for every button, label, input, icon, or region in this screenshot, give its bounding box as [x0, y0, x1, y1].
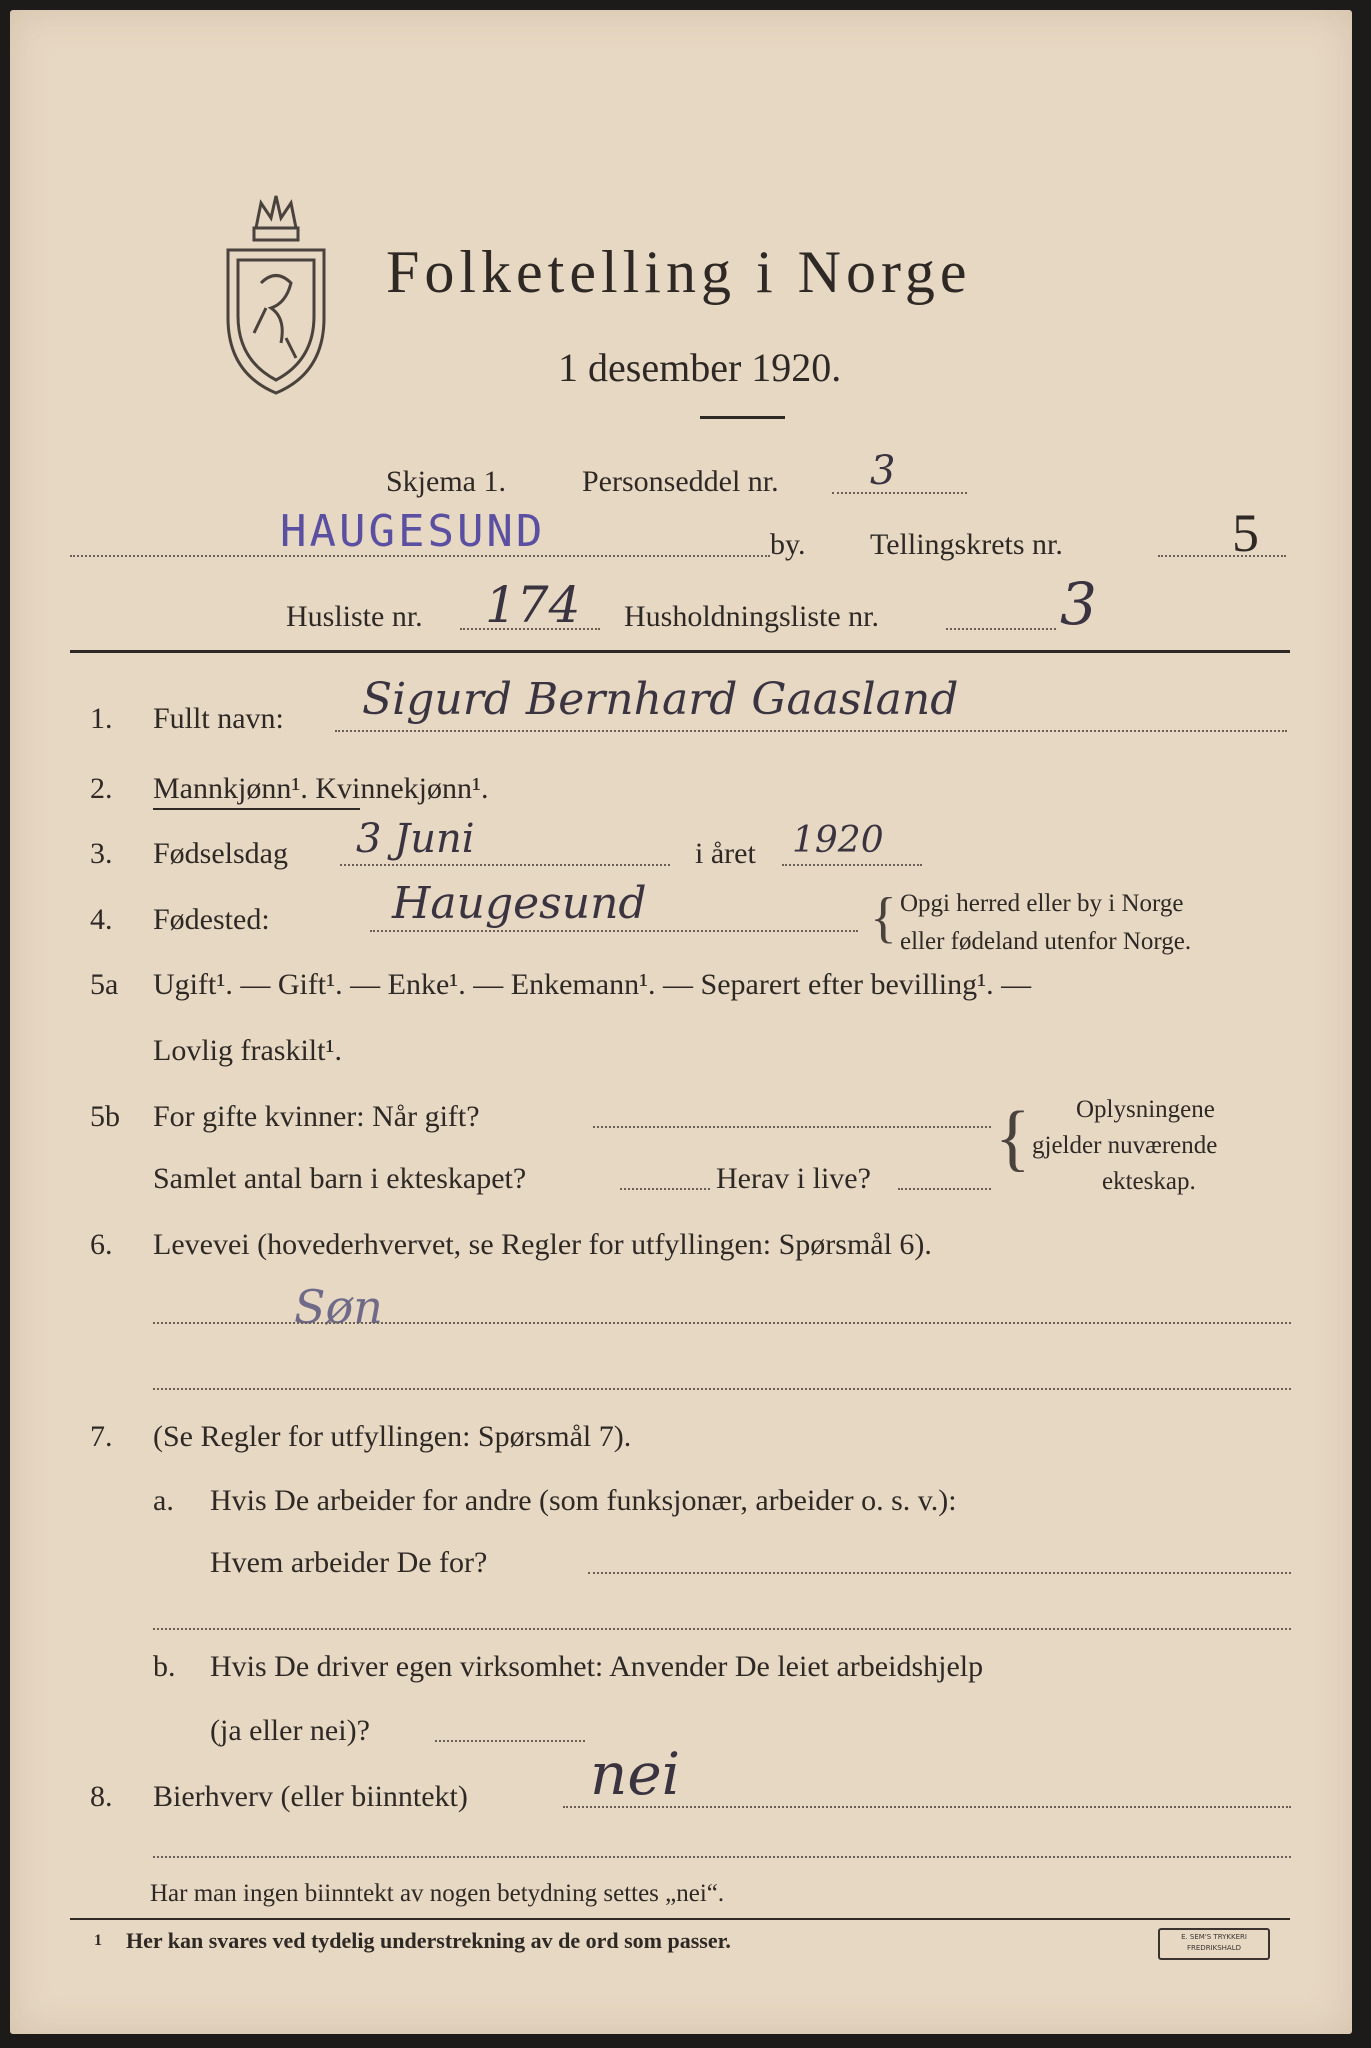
alive-label: Herav i live? [716, 1162, 871, 1195]
title-divider [700, 416, 785, 419]
hired-help-line [435, 1740, 585, 1742]
year-label: i året [695, 837, 756, 870]
q7a-letter: a. [153, 1484, 174, 1517]
q5b-number: 5b [90, 1100, 120, 1133]
q4-brace: { [870, 887, 897, 949]
personseddel-value[interactable]: 3 [870, 448, 896, 494]
q7a-line-2: Hvem arbeider De for? [210, 1546, 488, 1579]
q3-number: 3. [90, 837, 113, 870]
occupation-line-2 [153, 1388, 1291, 1390]
q4-note-1: Opgi herred eller by i Norge [900, 890, 1184, 917]
personseddel-line [832, 492, 967, 494]
city-stamp: HAUGESUND [280, 506, 546, 557]
employer-line-2 [153, 1628, 1291, 1630]
q7b-letter: b. [153, 1650, 176, 1683]
q7-number: 7. [90, 1420, 113, 1453]
employer-line [588, 1572, 1291, 1574]
q8-number: 8. [90, 1780, 113, 1813]
gender-underline [153, 808, 360, 810]
children-line [620, 1188, 710, 1190]
printer-mark [1158, 1928, 1270, 1960]
q7b-line-1: Hvis De driver egen virksomhet: Anvender De leiet arbeidshjelp [210, 1650, 984, 1683]
tellingskrets-label: Tellingskrets nr. [870, 528, 1063, 561]
q7a-line-1: Hvis De arbeider for andre (som funksjonær, arbeider o. s. v.): [210, 1484, 957, 1517]
footer-rule [70, 1918, 1290, 1920]
birthday-value[interactable]: 3 Juni [356, 816, 475, 862]
coat-of-arms-icon [216, 188, 336, 398]
tellingskrets-line [1158, 555, 1286, 557]
birth-year-value[interactable]: 1920 [792, 820, 884, 861]
q8-label: Bierhverv (eller biinntekt) [153, 1780, 468, 1813]
husliste-label: Husliste nr. [286, 600, 423, 633]
q7-label: (Se Regler for utfyllingen: Spørsmål 7). [153, 1420, 632, 1453]
q1-label: Fullt navn: [153, 702, 284, 735]
q1-line [335, 730, 1287, 732]
tellingskrets-value: 5 [1232, 503, 1259, 563]
husliste-value[interactable]: 174 [485, 576, 581, 634]
header-rule [70, 650, 1290, 653]
q6-number: 6. [90, 1228, 113, 1261]
birthplace-line [370, 930, 858, 932]
by-label: by. [770, 528, 806, 561]
marital-options[interactable]: Ugift¹. — Gift¹. — Enke¹. — Enkemann¹. — Separert efter bevilling¹. — [153, 968, 1032, 1001]
census-form [10, 10, 1352, 2034]
year-line [782, 864, 922, 866]
full-name-value[interactable]: Sigurd Bernhard Gaasland [362, 674, 959, 725]
husholdning-label: Husholdningsliste nr. [624, 600, 880, 633]
q6-label: Levevei (hovederhvervet, se Regler for utfyllingen: Spørsmål 6). [153, 1228, 932, 1261]
side-income-line-2 [153, 1856, 1291, 1858]
q5a-number: 5a [90, 968, 119, 1001]
personseddel-label: Personseddel nr. [582, 465, 779, 498]
q5b-note-3: ekteskap. [1102, 1168, 1196, 1195]
printer-mark-text: E. SEM'S TRYKKERI FREDRIKSHALD [1181, 1933, 1247, 1952]
q5b-note-1: Oplysningene [1076, 1096, 1215, 1123]
husholdning-value[interactable]: 3 [1060, 570, 1097, 638]
alive-line [898, 1188, 991, 1190]
q4-note-2: eller fødeland utenfor Norge. [900, 928, 1192, 955]
q4-label: Fødested: [153, 903, 270, 936]
birthday-line [340, 864, 670, 866]
side-income-value[interactable]: nei [590, 1740, 681, 1808]
q5b-note-2: gjelder nuværende [1032, 1132, 1218, 1159]
form-date: 1 desember 1920. [558, 345, 842, 390]
q5b-brace: { [995, 1097, 1031, 1179]
footer-note: Har man ingen biinntekt av nogen betydning settes „nei“. [150, 1880, 725, 1907]
children-label: Samlet antal barn i ekteskapet? [153, 1162, 527, 1195]
occupation-value[interactable]: Søn [294, 1280, 383, 1334]
footnote-text: Her kan svares ved tydelig understrekning av de ord som passer. [126, 1928, 731, 1953]
q1-number: 1. [90, 702, 113, 735]
gender-options[interactable]: Mannkjønn¹. Kvinnekjønn¹. [153, 772, 489, 805]
q2-number: 2. [90, 772, 113, 805]
q7b-line-2: (ja eller nei)? [210, 1714, 370, 1747]
q5b-label: For gifte kvinner: Når gift? [153, 1100, 480, 1133]
form-title: Folketelling i Norge [386, 239, 972, 305]
q4-number: 4. [90, 903, 113, 936]
birthplace-value[interactable]: Haugesund [392, 878, 647, 929]
married-when-line [593, 1126, 991, 1128]
footnote-mark: 1 [94, 1932, 102, 1949]
marital-options-2[interactable]: Lovlig fraskilt¹. [153, 1034, 342, 1067]
skjema-label: Skjema 1. [386, 465, 506, 498]
q3-label: Fødselsdag [153, 837, 288, 870]
occupation-line-1 [153, 1322, 1291, 1324]
husholdning-line [946, 628, 1056, 630]
